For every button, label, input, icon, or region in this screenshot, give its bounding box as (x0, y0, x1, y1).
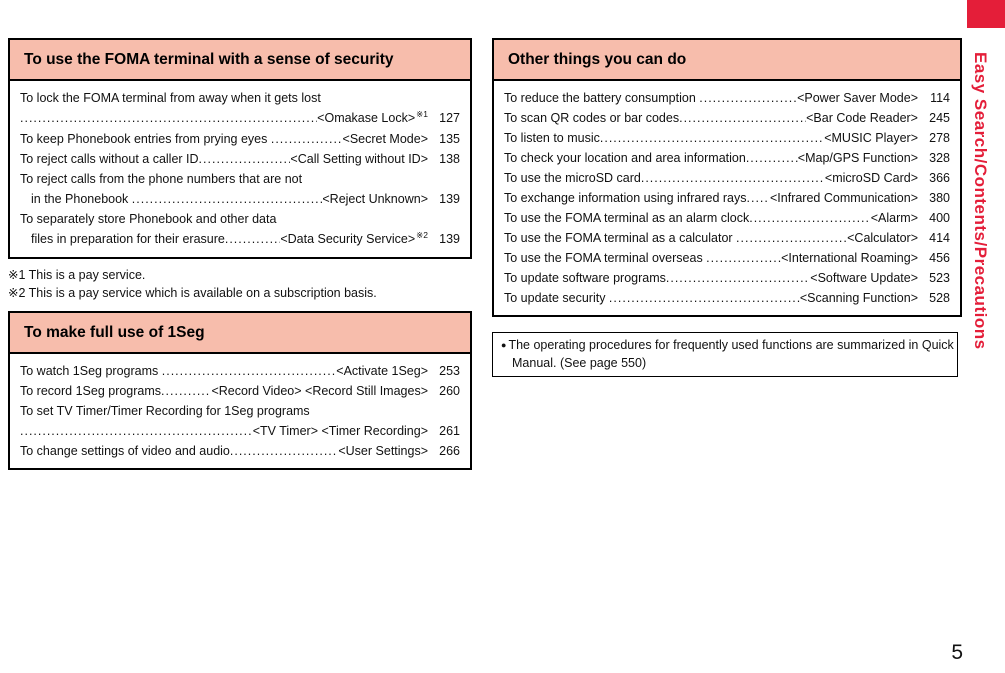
page-ref: 135 (439, 132, 460, 146)
page-ref: 278 (929, 131, 950, 145)
toc-entry-text: To record 1Seg programs (20, 384, 162, 398)
function-tag: <Scanning Function> (799, 291, 918, 305)
toc-entry (20, 401, 460, 421)
toc-entry (504, 108, 950, 128)
toc-entry-text: To reject calls without a caller ID (20, 152, 199, 166)
section-security (8, 38, 472, 259)
dot-leader (699, 88, 797, 108)
toc-entry (20, 381, 460, 401)
page-ref: 523 (929, 271, 950, 285)
dot-leader (162, 361, 337, 381)
note-text-1: The operating procedures for frequently used functions are summarized in Quick (508, 338, 954, 352)
toc-entry (20, 361, 460, 381)
page-ref: 366 (929, 171, 950, 185)
dot-leader (230, 441, 338, 461)
page-ref: 528 (929, 291, 950, 305)
toc-entry (504, 268, 950, 288)
dot-leader (641, 168, 825, 188)
function-tag: <Calculator> (847, 231, 918, 245)
note-line-1 (501, 337, 954, 355)
function-tag: <Infrared Communication> (770, 191, 918, 205)
dot-leader (20, 108, 317, 128)
section-1seg-body (10, 354, 470, 468)
section-other-things (492, 38, 962, 317)
page-ref: 261 (439, 424, 460, 438)
toc-entry (20, 441, 460, 461)
toc-entry (20, 108, 460, 129)
toc-entry-text: To listen to music (504, 131, 600, 145)
function-tag: <MUSIC Player> (824, 131, 918, 145)
page-ref: 139 (439, 232, 460, 246)
dot-leader (271, 129, 343, 149)
toc-entry-text: To update software programs (504, 271, 666, 285)
toc-entry (504, 228, 950, 248)
function-tag: <Record Video> <Record Still Images> (211, 384, 428, 398)
dot-leader (609, 288, 800, 308)
toc-entry-text: To keep Phonebook entries from prying eyes (20, 132, 271, 146)
section-other-things-title: Other things you can do (494, 40, 960, 81)
page-ref: 260 (439, 384, 460, 398)
toc-entry-text: To lock the FOMA terminal from away when it gets lost (20, 91, 321, 105)
function-tag: <Activate 1Seg> (336, 364, 428, 378)
function-tag: <Map/GPS Function> (797, 151, 918, 165)
toc-entry-text: To update security (504, 291, 609, 305)
toc-entry (504, 288, 950, 308)
function-tag: <TV Timer> <Timer Recording> (252, 424, 428, 438)
section-security-title: To use the FOMA terminal with a sense of security (10, 40, 470, 81)
section-security-body (10, 81, 470, 257)
toc-entry (20, 169, 460, 189)
page-ref: 127 (439, 111, 460, 125)
page-ref: 400 (929, 211, 950, 225)
function-tag: <microSD Card> (824, 171, 918, 185)
dot-leader (20, 421, 253, 441)
page-ref: 266 (439, 444, 460, 458)
toc-entry (504, 208, 950, 228)
dot-leader (736, 228, 847, 248)
toc-entry (20, 129, 460, 149)
note-line-2 (501, 355, 949, 372)
toc-entry-text: To reduce the battery consumption (504, 91, 700, 105)
page-ref: 253 (439, 364, 460, 378)
dot-leader (749, 208, 871, 228)
footnote-2: ※2 This is a pay service which is available on a subscription basis. (8, 286, 377, 300)
page-ref: 245 (929, 111, 950, 125)
toc-entry-text: To check your location and area information (504, 151, 746, 165)
toc-entry (20, 229, 460, 250)
bullet-icon: ● (501, 339, 507, 350)
toc-entry (504, 128, 950, 148)
toc-entry-text: To scan QR codes or bar codes (504, 111, 680, 125)
footnote-marker: ※1 (416, 109, 428, 119)
dot-leader (666, 268, 810, 288)
section-1seg-title: To make full use of 1Seg (10, 313, 470, 354)
toc-entry (504, 88, 950, 108)
dot-leader (225, 229, 280, 249)
toc-entry (20, 189, 460, 209)
toc-entry-text: To use the FOMA terminal as an alarm clock (504, 211, 750, 225)
page-ref: 138 (439, 152, 460, 166)
toc-entry-text: To use the FOMA terminal as a calculator (504, 231, 737, 245)
toc-entry (504, 248, 950, 268)
function-tag: <User Settings> (338, 444, 428, 458)
footnote-marker: ※2 (416, 230, 428, 240)
chapter-tab (967, 0, 1005, 28)
dot-leader (600, 128, 824, 148)
toc-entry (20, 88, 460, 108)
page-ref: 456 (929, 251, 950, 265)
toc-entry-text: files in preparation for their erasure (31, 232, 225, 246)
function-tag: <Reject Unknown> (322, 192, 428, 206)
function-tag: <Secret Mode> (342, 132, 428, 146)
function-tag: <Data Security Service> (280, 232, 416, 246)
toc-entry-text: To separately store Phonebook and other data (20, 212, 277, 226)
dot-leader (132, 189, 323, 209)
section-1seg (8, 311, 472, 470)
page-ref: 328 (929, 151, 950, 165)
toc-entry-text: in the Phonebook (31, 192, 132, 206)
dot-leader (706, 248, 781, 268)
toc-entry-text: To reject calls from the phone numbers that are not (20, 172, 303, 186)
toc-entry-text: To change settings of video and audio (20, 444, 230, 458)
toc-entry (20, 149, 460, 169)
dot-leader (747, 188, 771, 208)
function-tag: <Call Setting without ID> (290, 152, 428, 166)
page-ref: 139 (439, 192, 460, 206)
footnotes (8, 266, 478, 302)
toc-entry (20, 421, 460, 441)
dot-leader (199, 149, 291, 169)
section-other-things-body (494, 81, 960, 315)
toc-entry (504, 168, 950, 188)
function-tag: <Bar Code Reader> (806, 111, 918, 125)
page-ref: 380 (929, 191, 950, 205)
page-ref: 414 (929, 231, 950, 245)
note-text-2: Manual. (See page 550) (512, 355, 647, 370)
function-tag: <Power Saver Mode> (797, 91, 918, 105)
dot-leader (161, 381, 211, 401)
toc-entry-text: To watch 1Seg programs (20, 364, 162, 378)
dot-leader (679, 108, 806, 128)
function-tag: <Omakase Lock> (317, 111, 416, 125)
toc-entry-text: To set TV Timer/Timer Recording for 1Seg programs (20, 404, 310, 418)
toc-entry (20, 209, 460, 229)
toc-entry (504, 148, 950, 168)
dot-leader (746, 148, 798, 168)
chapter-sidebar-label: Easy Search/Contents/Precautions (971, 52, 990, 350)
toc-entry (504, 188, 950, 208)
footnote-1: ※1 This is a pay service. (8, 268, 146, 282)
toc-entry-text: To use the microSD card (504, 171, 641, 185)
function-tag: <International Roaming> (781, 251, 918, 265)
toc-entry-text: To exchange information using infrared rays (504, 191, 747, 205)
function-tag: <Alarm> (870, 211, 918, 225)
function-tag: <Software Update> (810, 271, 918, 285)
quick-manual-note (492, 332, 958, 377)
toc-entry-text: To use the FOMA terminal overseas (504, 251, 707, 265)
page-number: 5 (951, 641, 963, 664)
page-ref: 114 (930, 91, 950, 105)
